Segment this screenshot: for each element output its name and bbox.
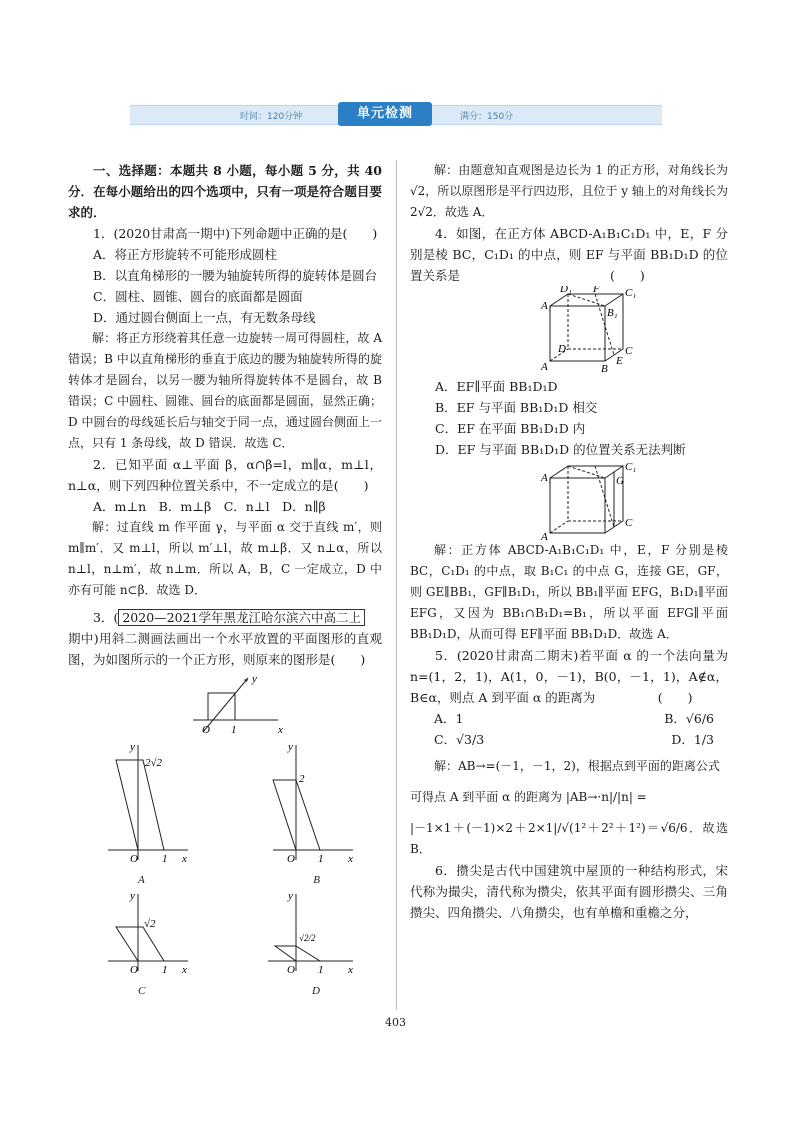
q3-number: 3．(	[93, 610, 119, 625]
fig-d-value: √2/2	[299, 933, 316, 943]
q1-option-a: A．将正方形旋转不可能形成圆柱	[93, 247, 278, 262]
column-divider	[396, 160, 397, 1010]
banner-title: 单元检测	[338, 102, 432, 126]
q1-option-d: D．通过圆台侧面上一点，有无数条母线	[93, 310, 316, 325]
q3-source-box: 2020—2021学年黑龙江哈尔滨六中高二上	[118, 609, 365, 626]
fig-y-label: y	[252, 673, 257, 685]
fig-b-one: 1	[318, 853, 324, 865]
q5-stem: 5．(2020甘肃高二期末)若平面 α 的一个法向量为 n=(1，2，1)，A(1，0，－1)，B(0，－1，1)，A∉α，B∈α，则点 A 到平面 α 的距离为 ( )	[410, 648, 728, 705]
cube-c1: C₁	[625, 287, 637, 299]
cube2-g: G	[616, 475, 624, 487]
q1-stem: 1．(2020甘肃高一期中)下列命题中正确的是( )	[93, 226, 378, 241]
q2-solution: 解：过直线 m 作平面 γ，与平面 α 交于直线 m′，则 m∥m′．又 m⊥l，所以 m′⊥l，故 m⊥β．又 n⊥α，所以 n⊥l，n⊥m′，故 n⊥m．所以 A，B，C 一定成立，D 中亦有可能 n⊂β．故选 D．	[68, 520, 382, 597]
right-column	[410, 160, 728, 923]
fig-a-origin: O	[130, 853, 138, 865]
fig-c-value: √2	[144, 918, 156, 930]
q5-option-d: D．1/3	[671, 732, 714, 747]
cube-e: E	[616, 355, 623, 367]
cube-c: C	[625, 345, 633, 357]
fig-d-y: y	[288, 891, 293, 902]
fig-d-origin: O	[287, 964, 295, 976]
q1-option-b: B．以直角梯形的一腰为轴旋转所得的旋转体是圆台	[93, 268, 378, 283]
q4-cube-diagram	[410, 286, 728, 376]
q4-option-d: D．EF 与平面 BB₁D₁D 的位置关系无法判断	[435, 442, 686, 457]
fig-a-y: y	[130, 741, 135, 753]
q5-options-row1	[410, 708, 728, 729]
cube2-a1: A₁	[541, 472, 552, 484]
score-label: 满分：150分	[460, 112, 514, 122]
q5-option-c: C．√3/3	[434, 732, 485, 747]
cube-b: B	[601, 363, 608, 375]
cube2-a: A	[541, 531, 548, 540]
fig-a-one: 1	[162, 853, 168, 865]
fig-x-label: x	[278, 724, 283, 736]
cube-b1: B₁	[607, 307, 618, 319]
left-column	[68, 160, 382, 1002]
fig-c-one: 1	[162, 964, 168, 976]
q6-stem: 6．攒尖是古代中国建筑中屋顶的一种结构形式，宋代称为撮尖，清代称为攒尖，依其平面有圆形攒尖、三角攒尖、四角攒尖、八角攒尖，也有单檐和重檐之分，	[410, 863, 728, 920]
cube-d: D	[558, 343, 566, 355]
q3-intuitive-diagram	[68, 670, 382, 740]
q4-option-a: A．EF∥平面 BB₁D₁D	[435, 379, 558, 394]
q5-options-row2	[410, 729, 728, 750]
section-heading: 一、选择题：本题共 8 小题，每小题 5 分，共 40 分．在每小题给出的四个选项中，只有一项是符合题目要求的．	[68, 163, 382, 220]
q2-options: A．m⊥n B．m⊥β C．n⊥l D．n∥β	[93, 499, 326, 514]
fig-a-x: x	[182, 853, 187, 865]
fig-c-origin: O	[130, 964, 138, 976]
fig-d-one: 1	[318, 964, 324, 976]
q1-solution: 解：将正方形绕着其任意一边旋转一周可得圆柱，故 A 错误；B 中以直角梯形的垂直于底边的腰为轴旋转所得的旋转体才是圆台，以另一腰为轴所得旋转体不是圆台，故 B 错误；C 中圆柱、圆锥、圆台的底面都是圆面，显然正确；D 中圆台的母线延长后与轴交于同一点，通过圆台侧面上一点，只有 1 条母线，故 D 错误．故选 C．	[68, 331, 382, 450]
fig-caption-a: A	[138, 874, 145, 886]
page-number: 403	[385, 1016, 406, 1029]
fig-c-x: x	[182, 964, 187, 976]
time-label: 时间：120分钟	[240, 112, 303, 122]
q3-option-figures-ab	[68, 740, 382, 870]
q4-option-b: B．EF 与平面 BB₁D₁D 相交	[435, 400, 598, 415]
q1-option-c: C．圆柱、圆锥、圆台的底面都是圆面	[93, 289, 303, 304]
q4-option-c: C．EF 在平面 BB₁D₁D 内	[435, 421, 586, 436]
fig-caption-b: B	[313, 874, 320, 886]
cube2-c: C	[625, 517, 633, 529]
q3-solution: 解：由题意知直观图是边长为 1 的正方形，对角线长为√2，所以原图形是平行四边形，且位于 y 轴上的对角线长为 2√2．故选 A．	[410, 163, 728, 219]
q3-stem: 期中)用斜二测画法画出一个水平放置的平面图形的直观图，为如图所示的一个正方形，则原来的图形是( )	[68, 631, 382, 667]
q4-solution-cube-diagram	[410, 460, 728, 540]
fig-caption-d: D	[312, 985, 320, 997]
fig-b-y: y	[288, 741, 293, 753]
fig-d-x: x	[348, 964, 353, 976]
q3-option-figures-cd	[68, 891, 382, 981]
cube-d1: D₁	[560, 286, 572, 295]
cube-f: F	[593, 286, 600, 295]
q5-solution-2: 可得点 A 到平面 α 的距离为 |AB→·n|/|n| =	[410, 790, 647, 804]
q5-option-a: A．1	[434, 711, 464, 726]
cube2-c1: C₁	[625, 461, 637, 473]
q5-solution-1: 解：AB→=(－1，－1，2)，根据点到平面的距离公式	[434, 759, 720, 773]
fig-origin-label: O	[202, 724, 210, 736]
fig-one-label: 1	[231, 724, 237, 736]
q5-solution-3: |－1×1＋(－1)×2＋2×1|/√(1²＋2²＋1²)＝√6/6．故选 B．	[410, 821, 728, 856]
cube-a: A	[541, 361, 548, 373]
q2-stem: 2．已知平面 α⊥平面 β，α∩β=l，m∥α，m⊥l，n⊥α，则下列四种位置关系中，不一定成立的是( )	[68, 457, 382, 493]
fig-caption-c: C	[138, 985, 146, 997]
cube-a1: A₁	[541, 300, 552, 312]
fig-b-x: x	[348, 853, 353, 865]
fig-b-origin: O	[287, 853, 295, 865]
q5-option-b: B．√6/6	[664, 711, 714, 726]
fig-c-y: y	[130, 891, 135, 902]
fig-a-value: 2√2	[145, 757, 163, 769]
q4-solution: 解：正方体 ABCD-A₁B₁C₁D₁ 中，E，F 分别是棱 BC，C₁D₁ 的中点，取 B₁C₁ 的中点 G，连接 GE，GF，则 GE∥BB₁，GF∥B₁D₁，所以 BB₁∥平面 EFG，B₁D₁∥平面 EFG，又因为 BB₁∩B₁D₁=B₁，所以平面 EFG∥平面 BB₁D₁D，从而可得 EF∥平面 BB₁D₁D．故选 A．	[410, 543, 728, 641]
q4-stem: 4．如图，在正方体 ABCD-A₁B₁C₁D₁ 中，E，F 分别是棱 BC，C₁D₁ 的中点，则 EF 与平面 BB₁D₁D 的位置关系是 ( )	[410, 226, 728, 283]
q3-heading	[68, 607, 382, 628]
unit-test-banner	[130, 105, 662, 125]
fig-b-value: 2	[299, 773, 305, 785]
